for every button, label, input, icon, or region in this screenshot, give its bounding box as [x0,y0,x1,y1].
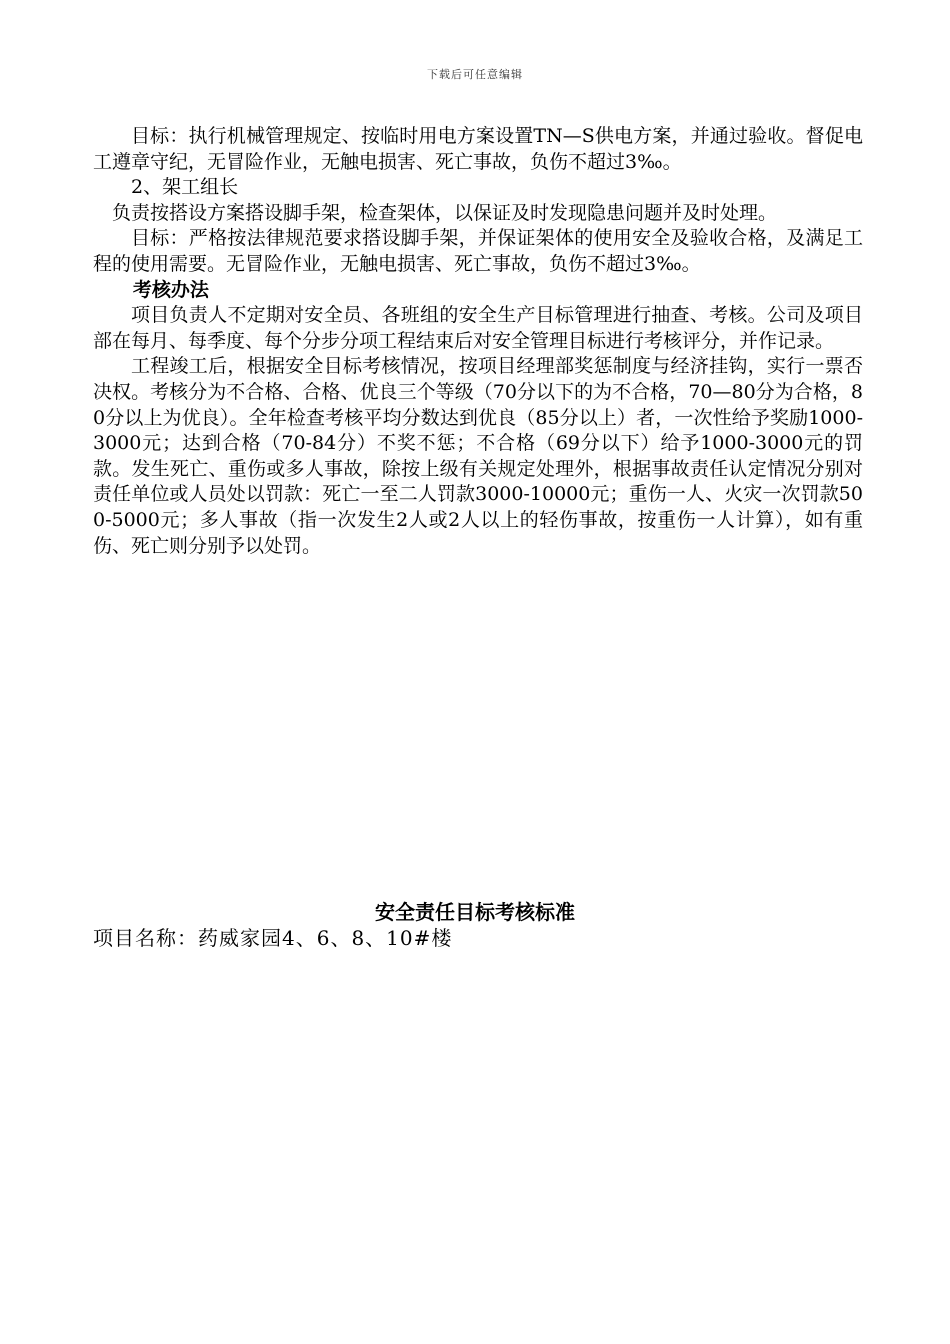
paragraph-scaffold-leader-heading: 2、架工组长 [131,176,239,199]
paragraph-assessment-inspection: 项目负责人不定期对安全员、各班组的安全生产目标管理进行抽查、考核。公司及项目部在每月、每季度、每个分步分项工程结束后对安全管理目标进行考核评分，并作记录。 [93,304,863,352]
paragraph-scaffold-duty: 负责按搭设方案搭设脚手架，检查架体，以保证及时发现隐患问题并及时处理。 [112,201,778,224]
project-name-line: 项目名称：药威家园4、6、8、10#楼 [93,926,453,950]
section-heading-assessment: 考核办法 [132,278,209,301]
page-header-note: 下载后可任意编辑 [427,68,523,81]
paragraph-assessment-rewards: 工程竣工后，根据安全目标考核情况，按项目经理部奖惩制度与经济挂钩，实行一票否决权。考核分为不合格、合格、优良三个等级（70分以下的为不合格，70—80分为合格，80分以上为优良）。全年检查考核平均分数达到优良（85分以上）者，一次性给予奖励1000-3000元；达到合格（70-84分）不奖不惩；不合格（69分以下）给予1000-3000元的罚款。发生死亡、重伤或多人事故，除按上级有关规定处理外，根据事故责任认定情况分别对责任单位或人员处以罚款：死亡一至二人罚款3000-10000元；重伤一人、火灾一次罚款500-5000元；多人事故（指一次发生2人或2人以上的轻伤事故，按重伤一人计算），如有重伤、死亡则分别予以处罚。 [93,355,863,557]
paragraph-scaffold-goal: 目标：严格按法律规范要求搭设脚手架，并保证架体的使用安全及验收合格，及满足工程的使用需要。无冒险作业，无触电损害、死亡事故，负伤不超过3‰。 [93,227,863,275]
paragraph-electrician-goal: 目标：执行机械管理规定、按临时用电方案设置TN—S供电方案，并通过验收。督促电工遵章守纪，无冒险作业，无触电损害、死亡事故，负伤不超过3‰。 [93,125,863,173]
body-text [93,124,863,559]
section-title: 安全责任目标考核标准 [375,900,575,924]
